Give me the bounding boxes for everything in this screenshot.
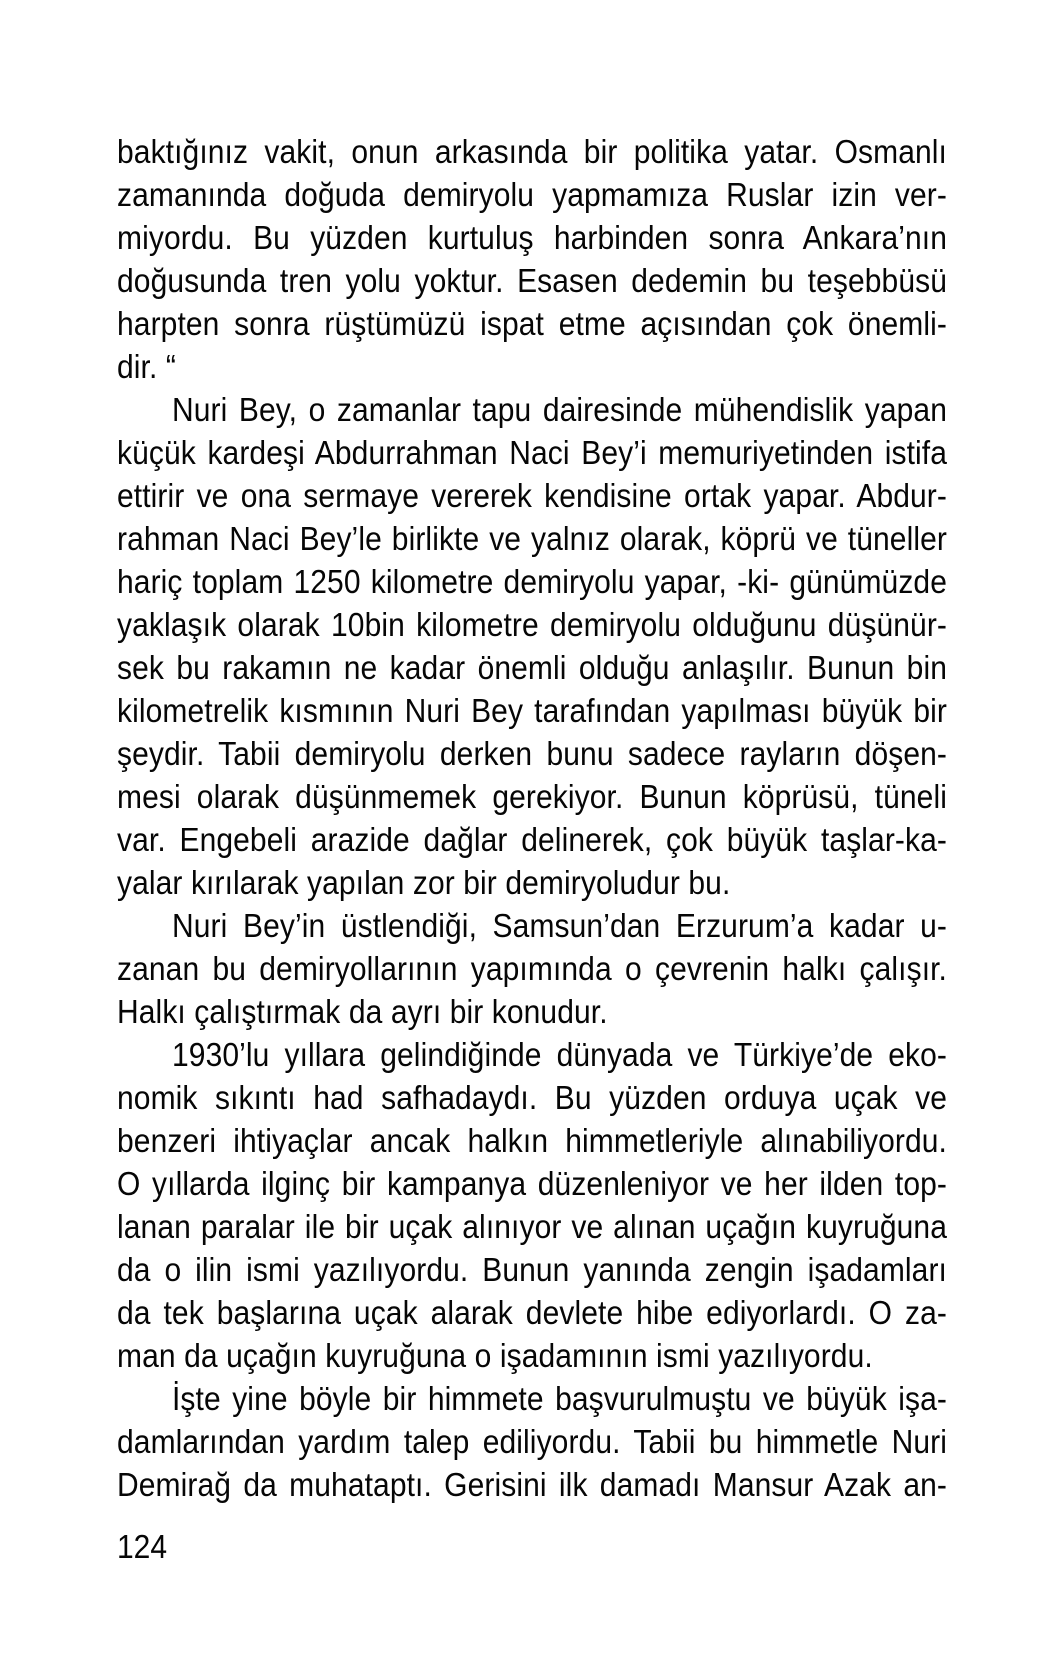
text-line: zanan bu demiryollarının yapımında o çevrenin halkı çalışır. [117, 951, 947, 988]
text-line: Nuri Bey’in üstlendiği, Samsun’dan Erzurum’a kadar u- [172, 908, 947, 945]
text-line: zamanında doğuda demiryolu yapmamıza Ruslar izin ver- [117, 177, 947, 214]
text-line: küçük kardeşi Abdurrahman Naci Bey’i memuriyetinden istifa [117, 435, 947, 472]
text-line: dir. “ [117, 349, 176, 386]
text-line: baktığınız vakit, onun arkasında bir politika yatar. Osmanlı [117, 134, 947, 171]
text-line: man da uçağın kuyruğuna o işadamının ismi yazılıyordu. [117, 1338, 873, 1375]
text-line: lanan paralar ile bir uçak alınıyor ve alınan uçağın kuyruğuna [117, 1209, 947, 1246]
text-line: Halkı çalıştırmak da ayrı bir konudur. [117, 994, 608, 1031]
paragraph [117, 905, 947, 1034]
text-line: 1930’lu yıllara gelindiğinde dünyada ve Türkiye’de eko- [172, 1037, 947, 1074]
text-line: benzeri ihtiyaçlar ancak halkın himmetleriyle alınabiliyordu. [117, 1123, 947, 1160]
page-text-block [117, 131, 947, 1507]
text-line: nomik sıkıntı had safhadaydı. Bu yüzden orduya uçak ve [117, 1080, 947, 1117]
text-line: da o ilin ismi yazılıyordu. Bunun yanında zengin işadamları [117, 1252, 947, 1289]
paragraph [117, 1378, 947, 1507]
text-line: kilometrelik kısmının Nuri Bey tarafından yapılması büyük bir [117, 693, 947, 730]
text-line: mesi olarak düşünmemek gerekiyor. Bunun köprüsü, tüneli [117, 779, 947, 816]
page-number: 124 [117, 1529, 168, 1566]
text-line: hariç toplam 1250 kilometre demiryolu yapar, -ki- günümüzde [117, 564, 947, 601]
paragraph [117, 1034, 947, 1378]
text-line: var. Engebeli arazide dağlar delinerek, çok büyük taşlar-ka- [117, 822, 947, 859]
text-line: şeydir. Tabii demiryolu derken bunu sadece rayların döşen- [117, 736, 947, 773]
text-line: damlarından yardım talep ediliyordu. Tabii bu himmetle Nuri [117, 1424, 947, 1461]
paragraph [117, 389, 947, 905]
text-line: sek bu rakamın ne kadar önemli olduğu anlaşılır. Bunun bin [117, 650, 947, 687]
text-line: rahman Naci Bey’le birlikte ve yalnız olarak, köprü ve tüneller [117, 521, 947, 558]
text-line: İşte yine böyle bir himmete başvurulmuştu ve büyük işa- [172, 1381, 947, 1418]
text-line: ettirir ve ona sermaye vererek kendisine ortak yapar. Abdur- [117, 478, 947, 515]
text-line: miyordu. Bu yüzden kurtuluş harbinden sonra Ankara’nın [117, 220, 947, 257]
text-line: harpten sonra rüştümüzü ispat etme açısından çok önemli- [117, 306, 947, 343]
text-line: yalar kırılarak yapılan zor bir demiryoludur bu. [117, 865, 731, 902]
text-line: da tek başlarına uçak alarak devlete hibe ediyorlardı. O za- [117, 1295, 947, 1332]
text-line: Demirağ da muhataptı. Gerisini ilk damadı Mansur Azak an- [117, 1467, 947, 1504]
text-line: O yıllarda ilginç bir kampanya düzenleniyor ve her ilden top- [117, 1166, 947, 1203]
paragraph [117, 131, 947, 389]
text-line: Nuri Bey, o zamanlar tapu dairesinde mühendislik yapan [172, 392, 947, 429]
text-line: yaklaşık olarak 10bin kilometre demiryolu olduğunu düşünür- [117, 607, 947, 644]
text-line: doğusunda tren yolu yoktur. Esasen dedemin bu teşebbüsü [117, 263, 947, 300]
